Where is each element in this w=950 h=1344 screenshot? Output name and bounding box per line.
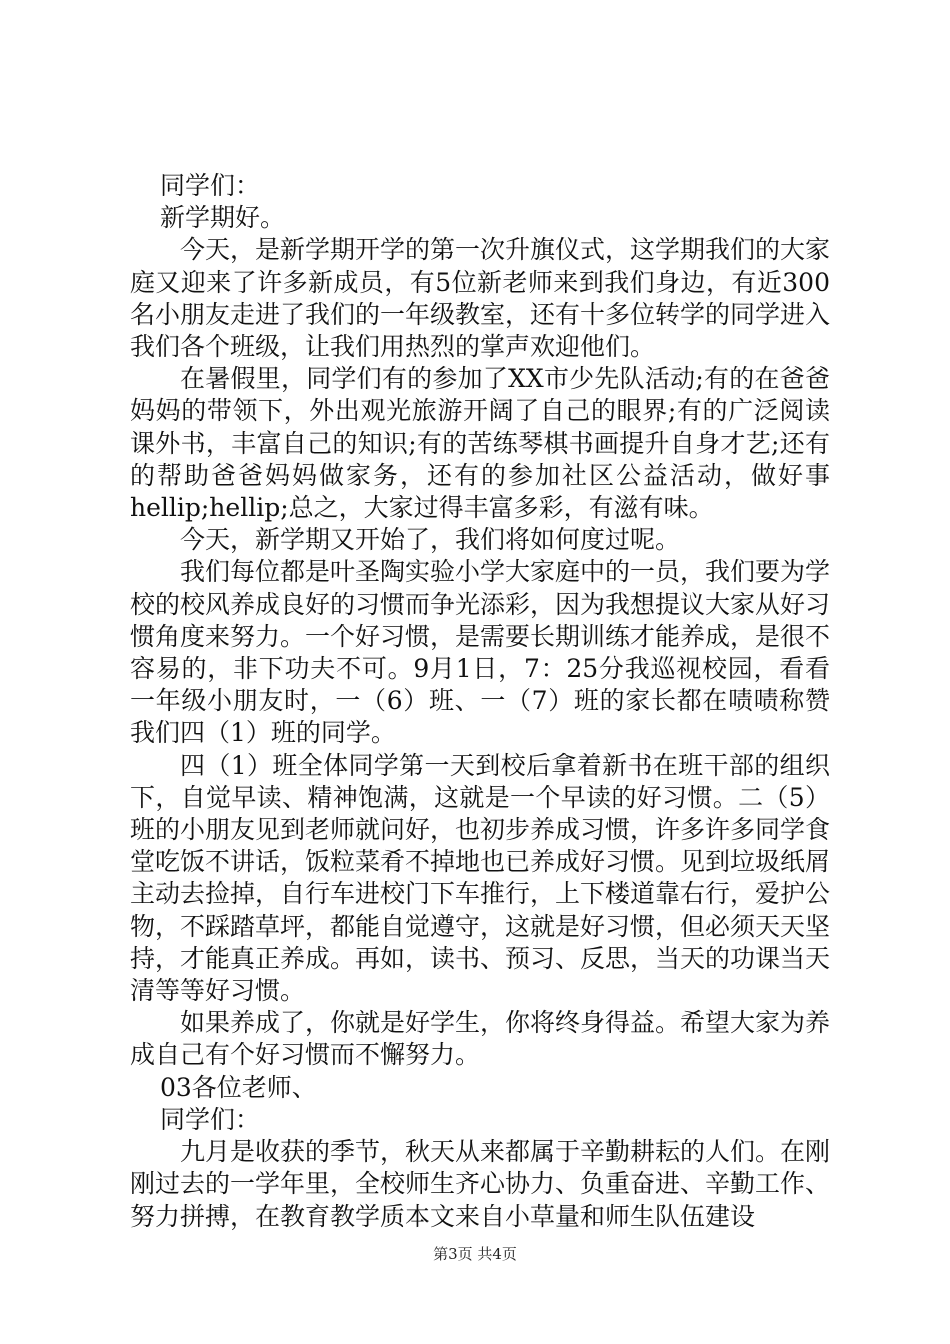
paragraph: 我们每位都是叶圣陶实验小学大家庭中的一员，我们要为学校的校风养成良好的习惯而争光添彩，因为我想提议大家从好习惯角度来努力。一个好习惯，是需要长期训练才能养成，是很不容易的，非下功夫不可。9月1日，7：25分我巡视校园，看看一年级小朋友时，一（6）班、一（7）班的家长都在啧啧称赞我们四（1）班的同学。 <box>130 557 831 748</box>
paragraph: 同学们： <box>160 171 261 200</box>
paragraph: 在暑假里，同学们有的参加了XX市少先队活动;有的在爸爸妈妈的带领下，外出观光旅游开阔了自己的眼界;有的广泛阅读课外书，丰富自己的知识;有的苦练琴棋书画提升自身才艺;还有的帮助爸爸妈妈做家务，还有的参加社区公益活动，做好事hellip;hellip;总之，大家过得丰富多彩，有滋有味。 <box>130 364 830 523</box>
paragraph: 今天，新学期又开始了，我们将如何度过呢。 <box>180 525 681 555</box>
paragraph: 今天，是新学期开学的第一次升旗仪式，这学期我们的大家庭又迎来了许多新成员，有5位新老师来到我们身边，有近300名小朋友走进了我们的一年级教室，还有十多位转学的同学进入我们各个班级，让我们用热烈的掌声欢迎他们。 <box>130 235 831 362</box>
paragraph: 03各位老师、 <box>160 1072 317 1102</box>
document-body <box>130 170 830 1233</box>
paragraph: 同学们： <box>160 1104 261 1134</box>
page-footer: 第3页 共4页 <box>433 1245 517 1263</box>
paragraph: 新学期好。 <box>160 203 286 233</box>
paragraph: 九月是收获的季节，秋天从来都属于辛勤耕耘的人们。在刚刚过去的一学年里，全校师生齐心协力、负重奋进、辛勤工作、努力拼搏，在教育教学质本文来自小草量和师生队伍建设 <box>130 1137 831 1231</box>
paragraph: 如果养成了，你就是好学生，你将终身得益。希望大家为养成自己有个好习惯而不懈努力。 <box>130 1008 831 1070</box>
paragraph: 四（1）班全体同学第一天到校后拿着新书在班干部的组织下，自觉早读、精神饱满，这就是一个早读的好习惯。二（5）班的小朋友见到老师就问好，也初步养成习惯，许多许多同学食堂吃饭不讲话，饭粒菜肴不掉地也已养成好习惯。见到垃圾纸屑主动去捡掉，自行车进校门下车推行，上下楼道靠右行，爱护公物，不踩踏草坪，都能自觉遵守，这就是好习惯，但必须天天坚持，才能真正养成。再如，读书、预习、反思，当天的功课当天清等等好习惯。 <box>130 750 831 1006</box>
